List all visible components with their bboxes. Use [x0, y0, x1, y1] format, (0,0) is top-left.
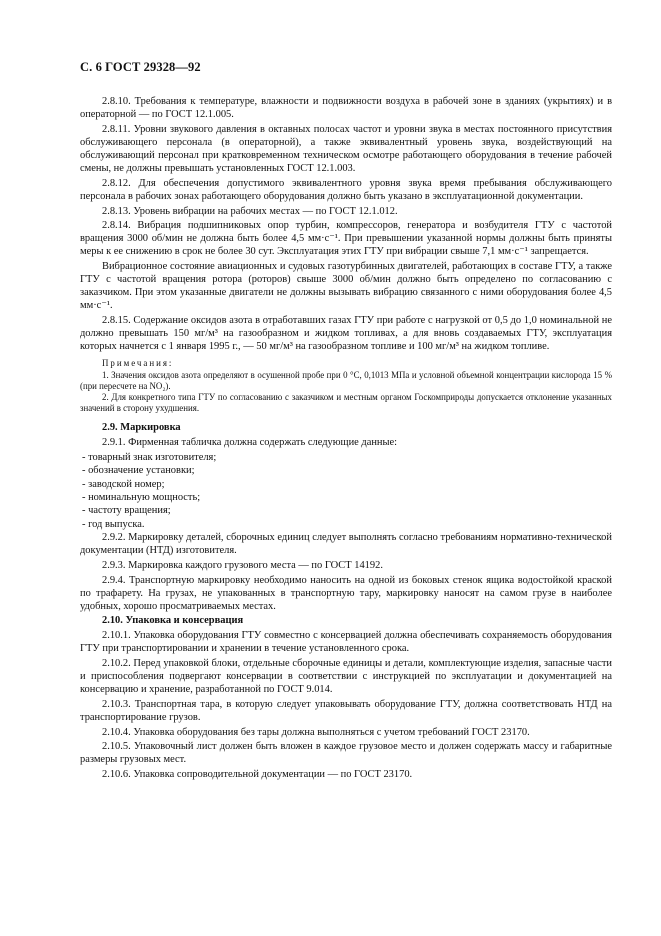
list-item: - частоту вращения; [82, 505, 171, 517]
paragraph-2-10-6: 2.10.6. Упаковка сопроводительной документации — по ГОСТ 23170. [102, 769, 413, 781]
paragraph-2-10-2: 2.10.2. Перед упаковкой блоки, отдельные сборочные единицы и детали, комплектующие изделия, запасные части и приспособления подвергают консервации в соответствии с инструкцией по эксплуатации и документацией на консервацию и хранение, разработанной по ГОСТ 9.014. [80, 657, 612, 696]
paragraph-2-9-4: 2.9.4. Транспортную маркировку необходимо наносить на одной из боковых стенок ящика водостойкой краской по трафарету. На грузах, не упакованных в транспортную тару, маркировку наносят на самом грузе в наиболее удобных, хорошо просматриваемых местах. [80, 574, 612, 612]
notes-block [80, 358, 612, 414]
paragraph-2-9-2: 2.9.2. Маркировку деталей, сборочных единиц следует выполнять согласно требованиям нормативно-технической документации (НТД) изготовителя. [80, 532, 612, 557]
paragraph-2-8-11: 2.8.11. Уровни звукового давления в октавных полосах частот и уровни звука в местах постоянного присутствия обслуживающего персонала (в операторной), а также эквивалентный уровень звука, воздействующий на обслуживающий персонал при кратковременном техническом осмотре работающего оборудования в течение рабочей смены, не должны превышать установленных ГОСТ 12.1.003. [80, 123, 612, 175]
note-1: 1. Значения оксидов азота определяют в осушенной пробе при 0 °С, 0,1013 МПа и условной объемной концентрации кислорода 15 % (при пересчете на NO₂). [80, 369, 612, 391]
notes-title: Примечания: [102, 358, 174, 369]
paragraph-2-9-3: 2.9.3. Маркировка каждого грузового места — по ГОСТ 14192. [102, 559, 383, 571]
paragraph-2-8-10: 2.8.10. Требования к температуре, влажности и подвижности воздуха в рабочей зоне в зданиях (укрытиях) и в операторной — по ГОСТ 12.1.005. [80, 96, 612, 121]
page-header: С. 6 ГОСТ 29328—92 [80, 60, 201, 74]
paragraph-2-8-14: 2.8.14. Вибрация подшипниковых опор турбин, компрессоров, генератора и возбудителя ГТУ с частотой вращения 3000 об/мин не должна быть более 4,5 мм·с⁻¹. При превышении указанной нормы должны быть приняты меры к ее снижению в срок не более 30 сут. Эксплуатация этих ГТУ при вибрации свыше 7,1 мм·с⁻¹ запрещается. [80, 220, 612, 258]
paragraph-2-10-4: 2.10.4. Упаковка оборудования без тары должна выполняться с учетом требований ГОСТ 23170. [102, 726, 530, 738]
section-heading-2-10: 2.10. Упаковка и консервация [102, 615, 244, 627]
list-item: - заводской номер; [82, 478, 165, 490]
paragraph-2-10-1: 2.10.1. Упаковка оборудования ГТУ совместно с консервацией должна обеспечивать сохраняемость оборудования ГТУ при транспортировании и хранении в течение установленного срока. [80, 630, 612, 655]
paragraph-vibration-state: Вибрационное состояние авиационных и судовых газотурбинных двигателей, работающих в составе ГТУ, а также ГТУ с частотой вращения ротора (роторов) свыше 3000 об/мин должно быть определено по согласованию с заказчиком. При этом указанные двигатели не должны вызывать вибрацию связанного с ними оборудования более 4,5 мм·с⁻¹. [80, 261, 612, 312]
paragraph-2-8-15: 2.8.15. Содержание оксидов азота в отработавших газах ГТУ при работе с нагрузкой от 0,5 до 1,0 номинальной не должно превышать 150 мг/м³ на газообразном и жидком топливах, а для вновь создаваемых ГТУ, эксплуатация которых начнется с 1 января 1995 г., — 50 мг/м³ на газообразном топливе и 100 мг/м³ на жидком топливе. [80, 315, 612, 353]
list-item: - обозначение установки; [82, 465, 195, 477]
paragraph-2-8-12: 2.8.12. Для обеспечения допустимого эквивалентного уровня звука время пребывания обслуживающего персонала в рабочих зонах работающего оборудования должно быть указано в эксплуатационной документации. [80, 177, 612, 202]
paragraph-2-10-5: 2.10.5. Упаковочный лист должен быть вложен в каждое грузовое место и должен содержать массу и габаритные размеры грузовых мест. [80, 741, 612, 766]
list-item: - номинальную мощность; [82, 491, 201, 503]
document-body [80, 95, 612, 783]
paragraph-2-10-3: 2.10.3. Транспортная тара, в которую следует упаковывать оборудование ГТУ, должна соответствовать НТД на транспортирование грузов. [80, 698, 612, 723]
note-2: 2. Для конкретного типа ГТУ по согласованию с заказчиком и местным органом Госкомприроды допускается отклонение указанных значений в сторону ухудшения. [80, 391, 612, 414]
paragraph-2-9-1: 2.9.1. Фирменная табличка должна содержать следующие данные: [102, 437, 398, 449]
list-item: - год выпуска. [82, 518, 145, 530]
section-heading-2-9: 2.9. Маркировка [102, 422, 181, 434]
paragraph-2-8-13: 2.8.13. Уровень вибрации на рабочих местах — по ГОСТ 12.1.012. [102, 205, 398, 217]
list-item: - товарный знак изготовителя; [82, 451, 217, 463]
